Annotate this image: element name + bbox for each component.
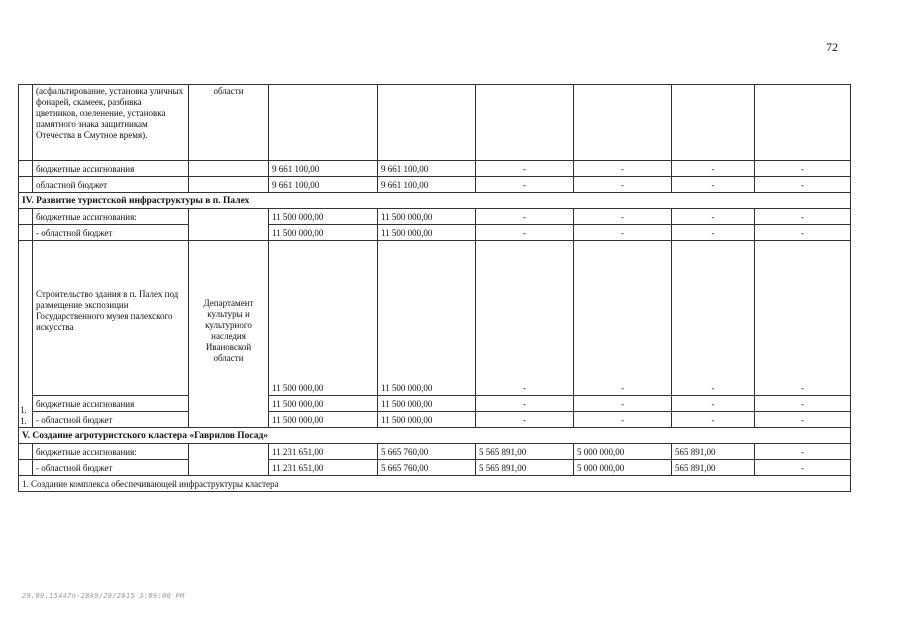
row-executor [189,177,269,193]
row-index [19,225,33,241]
cell-empty [378,85,476,161]
cell-total: 11 500 000,00 [269,396,378,412]
subsection-title: 1. Создание комплекса обеспечивающей инфраструктуры кластера [19,476,851,492]
table-row [19,241,851,396]
cell-2015: - [476,209,574,225]
cell-2014: 11 500 000,00 [378,396,476,412]
cell-2015: - [476,177,574,193]
cell-2016: - [574,241,672,396]
table-row [19,177,851,193]
event-executor: области [189,85,269,161]
cell-2015: - [476,412,574,428]
cell-2014: 5 665 760,00 [378,460,476,476]
cell-2018: - [755,241,851,396]
cell-2015: 5 565 891,00 [476,460,574,476]
page-number: 72 [826,40,838,54]
cell-empty [476,85,574,161]
row-executor [189,460,269,476]
cell-total: 11 500 000,00 [269,225,378,241]
cell-2014: 11 500 000,00 [378,225,476,241]
row-label: бюджетные ассигнования: [33,209,189,225]
cell-total: 11 231 651,00 [269,444,378,460]
table-row [19,460,851,476]
cell-2018: - [755,209,851,225]
cell-2017: - [672,412,755,428]
row-index: 1. 1. [19,241,33,428]
subsection-header [19,476,851,492]
section-header [19,428,851,444]
cell-total: 11 231 651,00 [269,460,378,476]
cell-2016: - [574,396,672,412]
footer-stamp: 29.09.15447п-28k9/29/2015 3:09:00 PM [22,592,185,600]
cell-2018: - [755,444,851,460]
cell-2014: 5 665 760,00 [378,444,476,460]
row-label: - областной бюджет [33,225,189,241]
cell-2018: - [755,161,851,177]
cell-2017: - [672,241,755,396]
cell-2017: 565 891,00 [672,444,755,460]
cell-2016: - [574,177,672,193]
cell-empty [755,85,851,161]
row-label: областной бюджет [33,177,189,193]
cell-2015: - [476,161,574,177]
cell-2017: - [672,209,755,225]
cell-2017: - [672,225,755,241]
event-executor: Департамент культуры и культурного наследия Ивановской области [189,241,269,428]
table-row [19,85,851,161]
section-title: IV. Развитие туристской инфраструктуры в п. Палех [19,193,851,209]
table-row [19,444,851,460]
row-label: бюджетные ассигнования [33,161,189,177]
cell-2014: 9 661 100,00 [378,161,476,177]
cell-2014: 11 500 000,00 [378,241,476,396]
row-index [19,209,33,225]
cell-2015: - [476,396,574,412]
cell-2017: - [672,177,755,193]
event-name: (асфальтирование, установка уличных фонарей, скамеек, разбивка цветников, озеленение, установка памятного знака защитникам Отечества в Смутное время). [33,85,189,161]
cell-2016: 5 000 000,00 [574,460,672,476]
row-index [19,444,33,460]
cell-2016: - [574,161,672,177]
cell-2017: - [672,396,755,412]
cell-2015: - [476,241,574,396]
row-executor [189,225,269,241]
row-index [19,177,33,193]
cell-empty [269,85,378,161]
cell-2016: - [574,209,672,225]
cell-2014: 9 661 100,00 [378,177,476,193]
cell-total: 11 500 000,00 [269,241,378,396]
table-row [19,396,851,412]
row-executor [189,444,269,460]
table-row [19,161,851,177]
row-index [19,161,33,177]
row-index [19,85,33,161]
row-label: - областной бюджет [33,460,189,476]
table-row [19,412,851,428]
row-executor [189,161,269,177]
row-label: бюджетные ассигнования [33,396,189,412]
cell-2015: - [476,225,574,241]
table-row [19,225,851,241]
cell-2018: - [755,396,851,412]
section-header [19,193,851,209]
row-label: бюджетные ассигнования: [33,444,189,460]
event-name: Строительство здания в п. Палех под размещение экспозиции Государственного музея палехского искусства [33,241,189,396]
cell-2018: - [755,177,851,193]
cell-total: 9 661 100,00 [269,177,378,193]
cell-2018: - [755,225,851,241]
cell-2016: 5 000 000,00 [574,444,672,460]
section-title: V. Создание агротуристского кластера «Гаврилов Посад» [19,428,851,444]
cell-total: 11 500 000,00 [269,209,378,225]
cell-2014: 11 500 000,00 [378,412,476,428]
cell-total: 9 661 100,00 [269,161,378,177]
cell-2017: 565 891,00 [672,460,755,476]
cell-2017: - [672,161,755,177]
row-index [19,460,33,476]
cell-2015: 5 565 891,00 [476,444,574,460]
cell-2018: - [755,412,851,428]
row-label: - областной бюджет [33,412,189,428]
row-executor [189,209,269,225]
cell-2018: - [755,460,851,476]
cell-2016: - [574,412,672,428]
cell-empty [574,85,672,161]
cell-empty [672,85,755,161]
cell-2014: 11 500 000,00 [378,209,476,225]
cell-2016: - [574,225,672,241]
funding-table [18,84,851,492]
table-row [19,209,851,225]
cell-total: 11 500 000,00 [269,412,378,428]
